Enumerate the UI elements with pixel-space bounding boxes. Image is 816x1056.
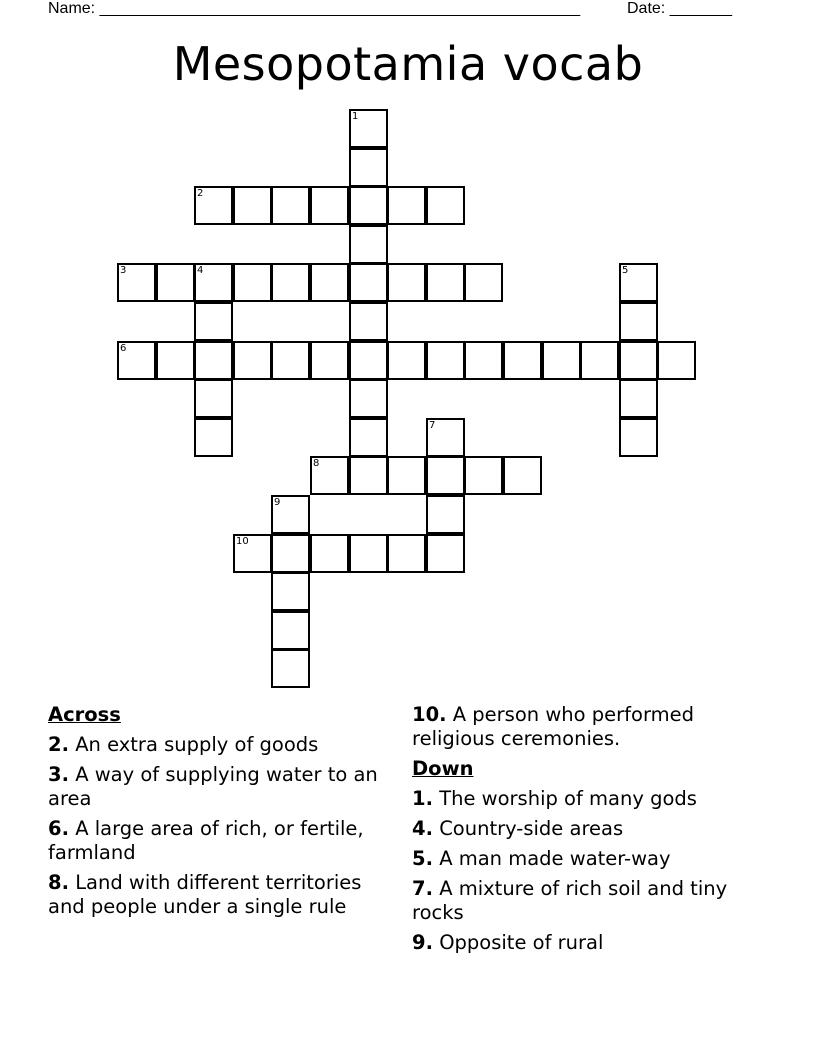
across-clue (412, 703, 752, 751)
cell-number: 9 (274, 497, 281, 508)
clue-number: 5. (412, 847, 433, 870)
down-clue (412, 787, 752, 811)
crossword-cell[interactable] (619, 341, 658, 380)
crossword-cell[interactable] (349, 341, 388, 380)
crossword-cell[interactable] (271, 649, 310, 688)
crossword-cell[interactable] (619, 379, 658, 418)
crossword-cell[interactable] (387, 341, 426, 380)
clue-number: 2. (48, 733, 69, 756)
across-heading: Across (48, 703, 121, 726)
crossword-cell[interactable] (233, 263, 272, 302)
clue-text: Opposite of rural (439, 931, 604, 954)
cell-number: 2 (197, 188, 204, 199)
crossword-cell[interactable] (271, 534, 310, 573)
crossword-cell[interactable] (464, 263, 503, 302)
down-heading: Down (412, 757, 474, 780)
cell-number: 3 (120, 265, 127, 276)
clue-text: A man made water-way (439, 847, 671, 870)
page-title: Mesopotamia vocab (172, 37, 644, 91)
crossword-cell[interactable] (387, 186, 426, 225)
crossword-cell[interactable] (349, 534, 388, 573)
clue-text: Country-side areas (439, 817, 624, 840)
crossword-cell[interactable] (387, 263, 426, 302)
clue-text: An extra supply of goods (75, 733, 319, 756)
down-clue (412, 847, 752, 871)
crossword-cell[interactable] (657, 341, 696, 380)
crossword-cell[interactable] (271, 572, 310, 611)
clue-text: A person who performed religious ceremonies. (412, 703, 694, 750)
crossword-cell[interactable] (233, 186, 272, 225)
crossword-cell[interactable] (194, 379, 233, 418)
crossword-cell[interactable] (194, 186, 233, 225)
crossword-cell[interactable] (580, 341, 619, 380)
clues-column-left (48, 703, 388, 925)
clue-text: A way of supplying water to an area (48, 763, 378, 810)
clue-number: 10. (412, 703, 447, 726)
crossword-cell[interactable] (426, 341, 465, 380)
crossword-cell[interactable] (194, 263, 233, 302)
crossword-cell[interactable] (387, 534, 426, 573)
crossword-cell[interactable] (464, 341, 503, 380)
across-clue (48, 817, 388, 865)
cell-number: 10 (236, 536, 249, 547)
crossword-cell[interactable] (194, 302, 233, 341)
crossword-cell[interactable] (310, 263, 349, 302)
cell-number: 4 (197, 265, 204, 276)
across-clue (48, 871, 388, 919)
crossword-cell[interactable] (503, 456, 542, 495)
crossword-cell[interactable] (310, 534, 349, 573)
crossword-cell[interactable] (619, 302, 658, 341)
down-clue (412, 877, 752, 925)
clue-number: 8. (48, 871, 69, 894)
crossword-cell[interactable] (117, 263, 156, 302)
crossword-cell[interactable] (310, 456, 349, 495)
crossword-cell[interactable] (426, 186, 465, 225)
cell-number: 7 (429, 420, 436, 431)
crossword-cell[interactable] (426, 456, 465, 495)
crossword-cell[interactable] (349, 225, 388, 264)
crossword-cell[interactable] (619, 263, 658, 302)
clue-number: 6. (48, 817, 69, 840)
crossword-cell[interactable] (194, 418, 233, 457)
clue-text: Land with different territories and people under a single rule (48, 871, 362, 918)
name-line: Name: ______________________________________________________ (48, 0, 581, 17)
clue-text: A large area of rich, or fertile, farmland (48, 817, 364, 864)
clue-number: 4. (412, 817, 433, 840)
clue-number: 9. (412, 931, 433, 954)
clues-column-right (412, 703, 752, 961)
crossword-cell[interactable] (349, 302, 388, 341)
crossword-cell[interactable] (619, 418, 658, 457)
crossword-cell[interactable] (349, 456, 388, 495)
crossword-cell[interactable] (117, 341, 156, 380)
crossword-cell[interactable] (542, 341, 581, 380)
clue-number: 3. (48, 763, 69, 786)
crossword-cell[interactable] (349, 186, 388, 225)
crossword-cell[interactable] (233, 341, 272, 380)
crossword-cell[interactable] (349, 148, 388, 187)
crossword-cell[interactable] (387, 456, 426, 495)
across-clue (48, 763, 388, 811)
crossword-cell[interactable] (349, 418, 388, 457)
crossword-cell[interactable] (349, 379, 388, 418)
clue-number: 1. (412, 787, 433, 810)
crossword-cell[interactable] (349, 263, 388, 302)
crossword-cell[interactable] (426, 418, 465, 457)
down-clue (412, 931, 752, 955)
clue-text: The worship of many gods (439, 787, 697, 810)
crossword-cell[interactable] (271, 186, 310, 225)
clue-text: A mixture of rich soil and tiny rocks (412, 877, 728, 924)
crossword-cell[interactable] (426, 263, 465, 302)
crossword-cell[interactable] (271, 611, 310, 650)
crossword-cell[interactable] (271, 263, 310, 302)
cell-number: 8 (313, 458, 320, 469)
crossword-cell[interactable] (310, 341, 349, 380)
crossword-cell[interactable] (271, 341, 310, 380)
across-clue (48, 733, 388, 757)
crossword-cell[interactable] (310, 186, 349, 225)
cell-number: 6 (120, 343, 127, 354)
crossword-cell[interactable] (194, 341, 233, 380)
crossword-cell[interactable] (349, 109, 388, 148)
down-clue (412, 817, 752, 841)
crossword-cell[interactable] (464, 456, 503, 495)
crossword-cell[interactable] (233, 534, 272, 573)
cell-number: 1 (352, 111, 359, 122)
crossword-cell[interactable] (426, 495, 465, 534)
crossword-cell[interactable] (503, 341, 542, 380)
crossword-cell[interactable] (156, 263, 195, 302)
clue-number: 7. (412, 877, 433, 900)
crossword-cell[interactable] (426, 534, 465, 573)
date-line: Date: _______ (627, 0, 732, 17)
crossword-cell[interactable] (271, 495, 310, 534)
cell-number: 5 (622, 265, 629, 276)
crossword-cell[interactable] (156, 341, 195, 380)
